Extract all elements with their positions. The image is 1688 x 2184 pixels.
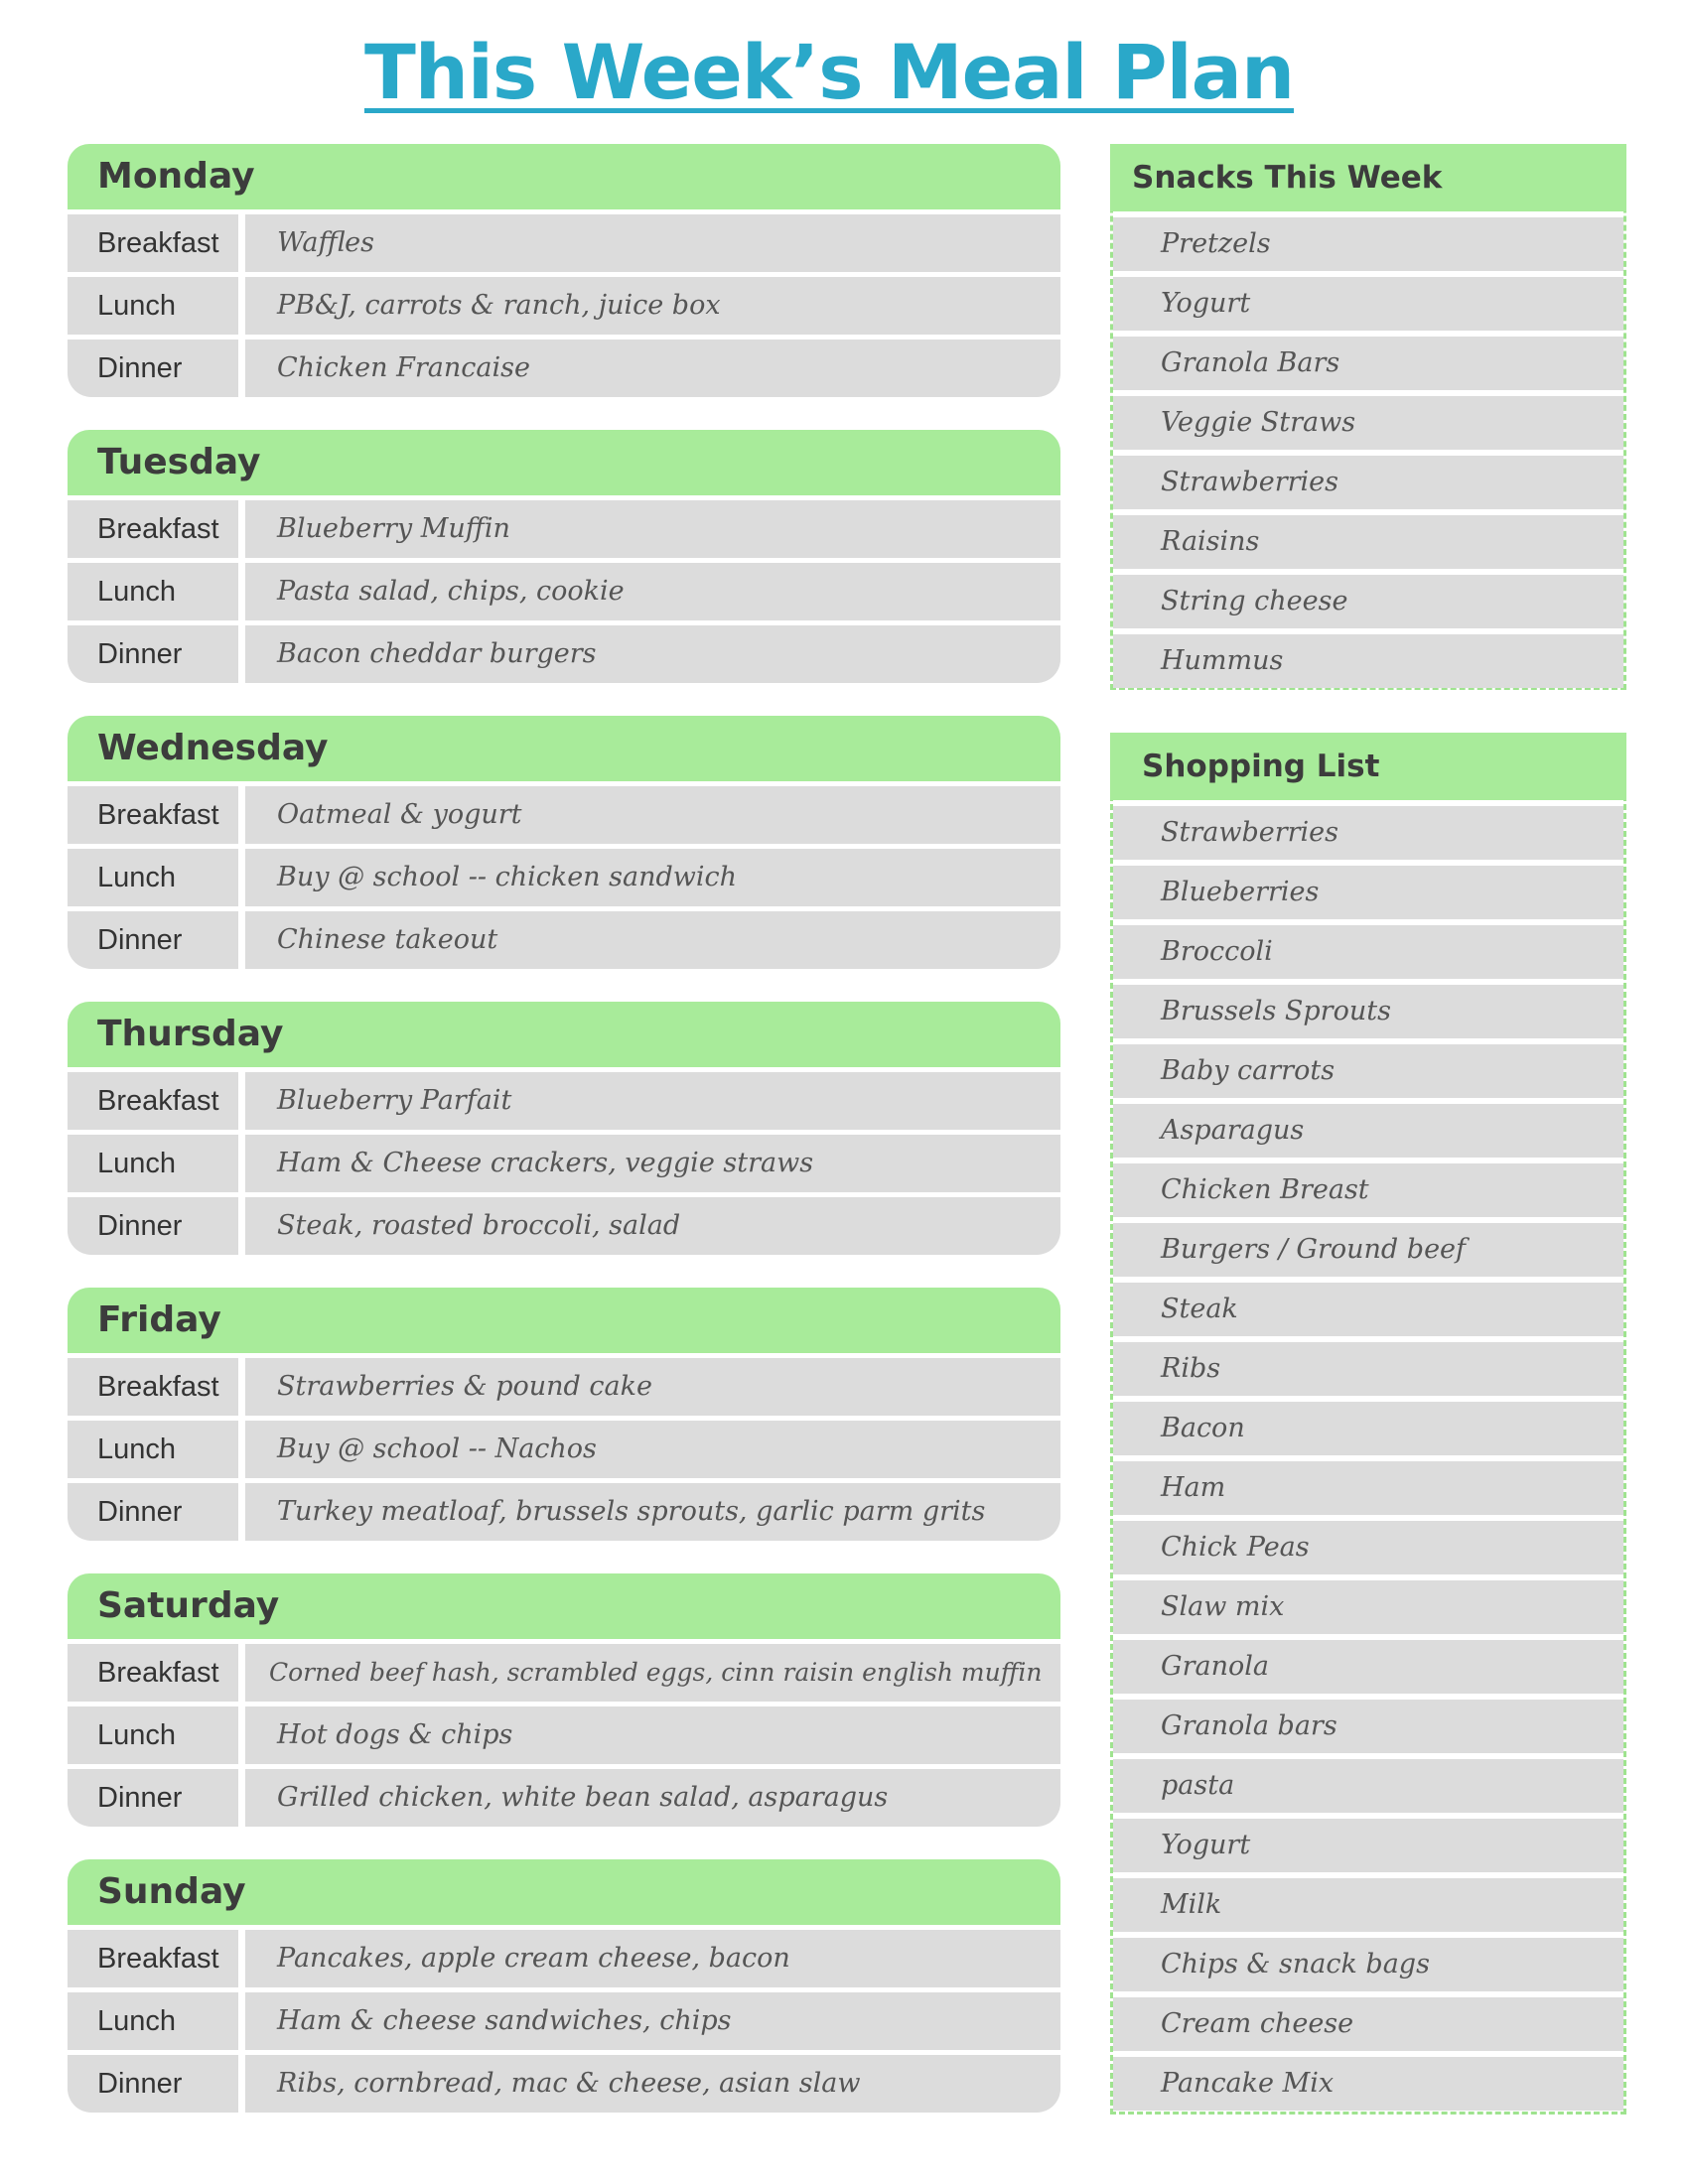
- shopping-item: Yogurt: [1113, 1819, 1623, 1872]
- shopping-item: Blueberries: [1113, 866, 1623, 919]
- shopping-item: Pancake Mix: [1113, 2057, 1623, 2111]
- shopping-item: Ham: [1113, 1461, 1623, 1515]
- meal-value: Corned beef hash, scrambled eggs, cinn raisin english muffin: [245, 1644, 1060, 1702]
- snack-item: Strawberries: [1113, 456, 1623, 509]
- meal-row-lunch: [68, 1135, 1060, 1192]
- meal-value: Oatmeal & yogurt: [245, 786, 1060, 844]
- shopping-item: Chicken Breast: [1113, 1163, 1623, 1217]
- meal-value: Hot dogs & chips: [245, 1706, 1060, 1764]
- shopping-item: Slaw mix: [1113, 1580, 1623, 1634]
- meal-value: Waffles: [245, 214, 1060, 272]
- meal-row-dinner: [68, 2055, 1060, 2113]
- day-header: Wednesday: [68, 716, 1060, 781]
- meal-label: Dinner: [68, 625, 238, 683]
- shopping-item: Cream cheese: [1113, 1997, 1623, 2051]
- shopping-item: Chick Peas: [1113, 1521, 1623, 1574]
- day-header: Monday: [68, 144, 1060, 209]
- meal-value: Steak, roasted broccoli, salad: [245, 1197, 1060, 1255]
- meal-value: Chinese takeout: [245, 911, 1060, 969]
- meal-label: Lunch: [68, 1992, 238, 2050]
- shopping-item: Ribs: [1113, 1342, 1623, 1396]
- snacks-header: Snacks This Week: [1110, 144, 1626, 211]
- meal-label: Lunch: [68, 277, 238, 335]
- meal-label: Lunch: [68, 563, 238, 620]
- meal-row-dinner: [68, 625, 1060, 683]
- shopping-list-header: Shopping List: [1110, 733, 1626, 800]
- meal-label: Breakfast: [68, 1644, 238, 1702]
- shopping-item: Burgers / Ground beef: [1113, 1223, 1623, 1277]
- meal-row-lunch: [68, 1421, 1060, 1478]
- snack-item: Hummus: [1113, 634, 1623, 688]
- meal-value: Ham & cheese sandwiches, chips: [245, 1992, 1060, 2050]
- snack-item: Veggie Straws: [1113, 396, 1623, 450]
- shopping-item: Chips & snack bags: [1113, 1938, 1623, 1991]
- meal-label: Breakfast: [68, 500, 238, 558]
- meal-label: Dinner: [68, 1197, 238, 1255]
- meal-label: Lunch: [68, 849, 238, 906]
- meal-value: Ham & Cheese crackers, veggie straws: [245, 1135, 1060, 1192]
- shopping-item: Bacon: [1113, 1402, 1623, 1455]
- day-header: Thursday: [68, 1002, 1060, 1067]
- shopping-item: Steak: [1113, 1283, 1623, 1336]
- meal-value: Pasta salad, chips, cookie: [245, 563, 1060, 620]
- meal-label: Breakfast: [68, 214, 238, 272]
- shopping-item: Broccoli: [1113, 925, 1623, 979]
- meal-label: Lunch: [68, 1706, 238, 1764]
- day-block-thursday: [68, 1002, 1060, 1258]
- shopping-item: Granola bars: [1113, 1700, 1623, 1753]
- day-header: Friday: [68, 1288, 1060, 1353]
- meal-row-breakfast: [68, 500, 1060, 558]
- meal-value: Blueberry Muffin: [245, 500, 1060, 558]
- meal-value: Chicken Francaise: [245, 340, 1060, 397]
- snack-item: Pretzels: [1113, 217, 1623, 271]
- meal-row-lunch: [68, 563, 1060, 620]
- day-block-tuesday: [68, 430, 1060, 686]
- meal-row-lunch: [68, 1992, 1060, 2050]
- snack-item: Granola Bars: [1113, 337, 1623, 390]
- snack-item: Yogurt: [1113, 277, 1623, 331]
- snack-item: String cheese: [1113, 575, 1623, 628]
- meal-row-dinner: [68, 1769, 1060, 1827]
- meal-label: Dinner: [68, 1769, 238, 1827]
- meal-row-breakfast: [68, 1644, 1060, 1702]
- meal-label: Breakfast: [68, 1930, 238, 1987]
- meal-value: Pancakes, apple cream cheese, bacon: [245, 1930, 1060, 1987]
- shopping-item: Baby carrots: [1113, 1044, 1623, 1098]
- meal-row-breakfast: [68, 1358, 1060, 1416]
- day-header: Sunday: [68, 1859, 1060, 1925]
- meal-row-breakfast: [68, 786, 1060, 844]
- day-header: Saturday: [68, 1573, 1060, 1639]
- meal-label: Dinner: [68, 1483, 238, 1541]
- meal-value: Strawberries & pound cake: [245, 1358, 1060, 1416]
- meal-row-lunch: [68, 277, 1060, 335]
- day-block-monday: [68, 144, 1060, 400]
- meal-row-breakfast: [68, 1930, 1060, 1987]
- meal-row-lunch: [68, 849, 1060, 906]
- meal-row-dinner: [68, 1483, 1060, 1541]
- meal-value: Ribs, cornbread, mac & cheese, asian slaw: [245, 2055, 1060, 2113]
- meal-value: Buy @ school -- chicken sandwich: [245, 849, 1060, 906]
- meal-row-dinner: [68, 1197, 1060, 1255]
- day-block-wednesday: [68, 716, 1060, 972]
- meal-value: Turkey meatloaf, brussels sprouts, garlic parm grits: [245, 1483, 1060, 1541]
- shopping-item: Asparagus: [1113, 1104, 1623, 1158]
- shopping-item: Milk: [1113, 1878, 1623, 1932]
- meal-row-breakfast: [68, 214, 1060, 272]
- page-title: This Week’s Meal Plan: [363, 28, 1295, 116]
- meal-value: Grilled chicken, white bean salad, asparagus: [245, 1769, 1060, 1827]
- meal-value: Blueberry Parfait: [245, 1072, 1060, 1130]
- day-block-sunday: [68, 1859, 1060, 2116]
- meal-row-lunch: [68, 1706, 1060, 1764]
- meal-label: Breakfast: [68, 786, 238, 844]
- day-block-friday: [68, 1288, 1060, 1544]
- meal-row-breakfast: [68, 1072, 1060, 1130]
- shopping-item: pasta: [1113, 1759, 1623, 1813]
- shopping-list-panel: [1110, 733, 1626, 2115]
- meal-label: Dinner: [68, 340, 238, 397]
- shopping-item: Granola: [1113, 1640, 1623, 1694]
- meal-row-dinner: [68, 911, 1060, 969]
- day-block-saturday: [68, 1573, 1060, 1830]
- snack-item: Raisins: [1113, 515, 1623, 569]
- meal-label: Breakfast: [68, 1358, 238, 1416]
- meal-value: Buy @ school -- Nachos: [245, 1421, 1060, 1478]
- shopping-item: Strawberries: [1113, 806, 1623, 860]
- meal-label: Dinner: [68, 911, 238, 969]
- meal-label: Dinner: [68, 2055, 238, 2113]
- snacks-panel: [1110, 144, 1626, 690]
- meal-value: Bacon cheddar burgers: [245, 625, 1060, 683]
- day-header: Tuesday: [68, 430, 1060, 495]
- meal-row-dinner: [68, 340, 1060, 397]
- shopping-item: Brussels Sprouts: [1113, 985, 1623, 1038]
- meal-label: Breakfast: [68, 1072, 238, 1130]
- meal-label: Lunch: [68, 1421, 238, 1478]
- meal-label: Lunch: [68, 1135, 238, 1192]
- meal-value: PB&J, carrots & ranch, juice box: [245, 277, 1060, 335]
